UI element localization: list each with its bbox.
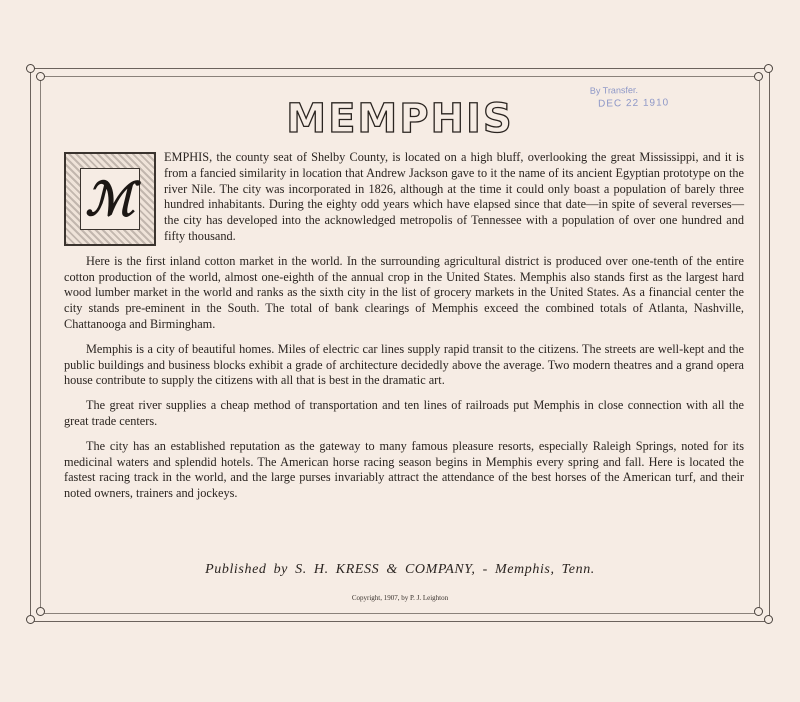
dropcap-letter: ℳ [85, 172, 135, 226]
corner-ornament-inner-bottom-right [754, 607, 763, 616]
corner-ornament-top-right [764, 64, 773, 73]
corner-ornament-inner-top-left [36, 72, 45, 81]
corner-ornament-inner-bottom-left [36, 607, 45, 616]
paragraph-1-text: EMPHIS, the county seat of Shelby County, is located on a high bluff, overlooking the great Mississippi, and it is from a fancied similarity in location that Andrew Jackson gave to it the name of its ancient Egyptian prototype on the river Nile. The city was incorporated in 1826, although at the time it could only boast a population of barely three hundred inhabitants. During the eighty odd years which have elapsed since that date—in spite of several reverses—the city has developed into the acknowledged metropolis of Tennessee with a population of over one hundred and fifty thousand. [164, 150, 744, 243]
corner-ornament-top-left [26, 64, 35, 73]
paragraph-2: Here is the first inland cotton market in the world. In the surrounding agricultural district is produced over one-tenth of the entire cotton production of the world, almost one-eighth of the annual crop in the United States. Memphis also stands first as the largest hard wood lumber market in the world and ranks as the sixth city in the list of grocery markets in the United States. As a financial center the city stands pre-eminent in the South. The total of bank clearings of Memphis exceed the combined totals of Atlanta, Nashville, Chattanooga and Birmingham. [64, 253, 744, 331]
stamp-date: DEC 22 1910 [598, 97, 670, 110]
paragraph-3: Memphis is a city of beautiful homes. Miles of electric car lines supply rapid transit to the citizens. The streets are well-kept and the public buildings and business blocks exhibit a grade of architecture decidedly above the average. Two modern theatres and a grand opera house contribute to supply the citizens with all that is best in the dramatic art. [64, 341, 744, 388]
article-body [64, 150, 744, 511]
paragraph-4: The great river supplies a cheap method of transportation and ten lines of railroads put Memphis in close connection with all the great trade centers. [64, 398, 744, 428]
corner-ornament-inner-top-right [754, 72, 763, 81]
stamp-line-1: By Transfer. [589, 84, 638, 96]
decorative-dropcap [64, 152, 156, 246]
corner-ornament-bottom-left [26, 615, 35, 624]
dropcap-inner [80, 168, 140, 230]
publisher-line: Published by S. H. KRESS & COMPANY, - Memphis, Tenn. [205, 562, 595, 577]
copyright-line: Copyright, 1907, by P. J. Leighton [351, 594, 449, 602]
page-title: MEMPHIS [286, 96, 514, 142]
paragraph-5: The city has an established reputation as the gateway to many famous pleasure resorts, especially Raleigh Springs, noted for its medicinal waters and splendid hotels. The American horse racing season begins in Memphis every spring and fall. Here is located the fastest racing track in the world, and the large purses invariably attract the attendance of the best horses of the American turf, and their noted owners, trainers and jockeys. [64, 438, 744, 501]
paragraph-1 [64, 150, 744, 245]
corner-ornament-bottom-right [764, 615, 773, 624]
